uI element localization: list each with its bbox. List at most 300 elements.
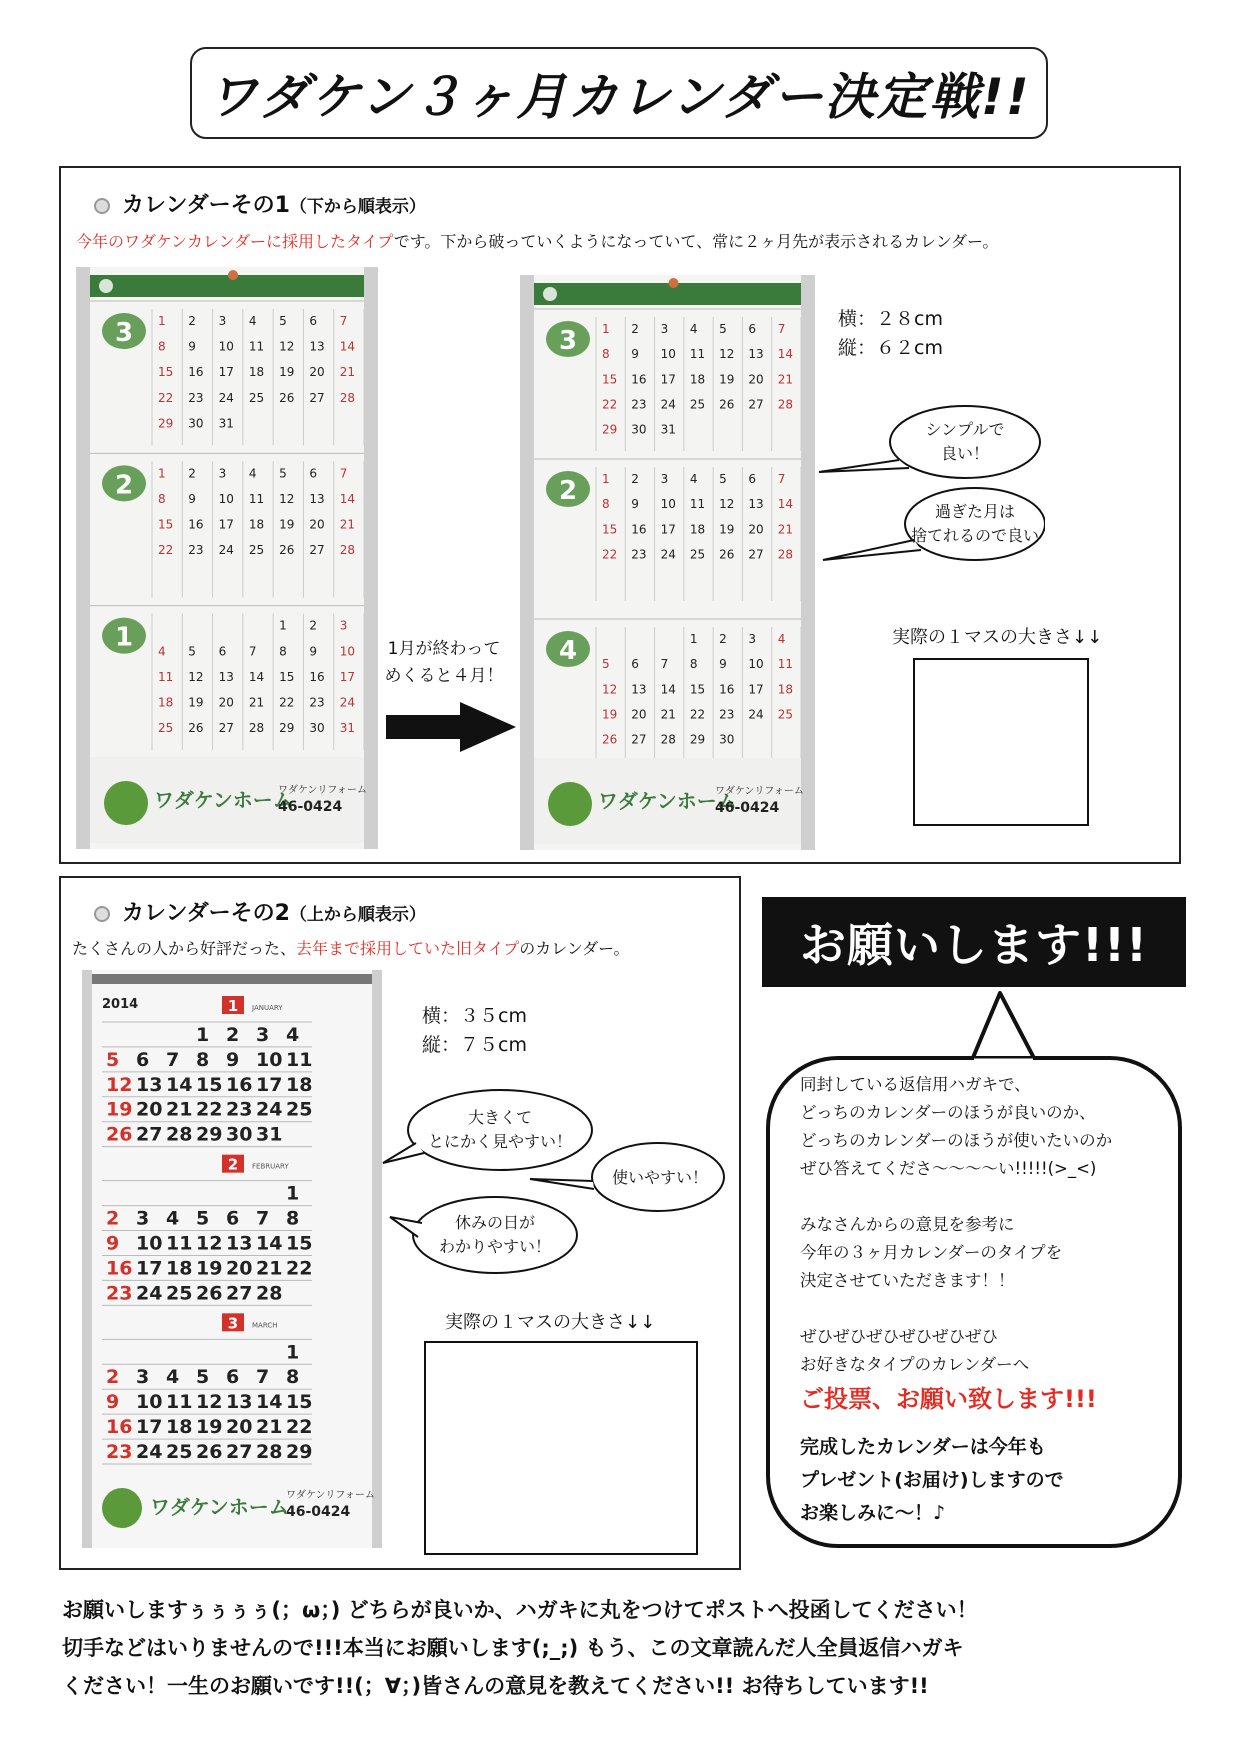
day-number: 28 <box>256 1282 283 1305</box>
flip-arrow-label-line-2: めくると４月！ <box>384 666 504 686</box>
day-number: 21 <box>256 1416 283 1439</box>
day-number: 21 <box>777 522 793 537</box>
day-number: 27 <box>748 397 764 412</box>
message-line: どっちのカレンダーのほうが使いたいのか <box>800 1131 1113 1150</box>
day-number: 15 <box>158 365 174 380</box>
section-1-desc-text: です。下から破っていくようになっていて、常に２ヶ月先が表示されるカレンダー。 <box>393 232 999 251</box>
section-2-desc-highlight: 去年まで採用していた旧タイプ <box>296 939 520 958</box>
day-number: 24 <box>136 1282 163 1305</box>
day-number: 6 <box>309 314 318 328</box>
calendar-top-bar <box>534 283 801 305</box>
bubble-easy-to-use: 使いやすい！ <box>611 1168 708 1187</box>
day-number: 19 <box>196 1416 223 1439</box>
month-number: 3 <box>227 1314 239 1333</box>
day-number: 22 <box>286 1416 313 1439</box>
day-number: 19 <box>106 1098 133 1121</box>
day-number: 7 <box>777 472 786 486</box>
day-number: 18 <box>158 695 174 710</box>
day-number: 26 <box>602 732 618 747</box>
month-number: 1 <box>114 622 134 653</box>
day-number: 20 <box>631 707 647 722</box>
day-number: 28 <box>660 732 676 747</box>
day-number: 1 <box>158 314 166 328</box>
day-number: 14 <box>248 669 265 684</box>
day-number: 27 <box>226 1282 253 1305</box>
globe-icon <box>99 279 113 293</box>
day-number: 12 <box>196 1232 223 1255</box>
day-number: 29 <box>279 721 295 736</box>
day-number: 28 <box>339 390 355 405</box>
day-number: 2 <box>631 322 639 336</box>
day-number: 10 <box>256 1048 283 1071</box>
day-number: 12 <box>719 497 735 512</box>
day-number: 20 <box>218 695 234 710</box>
day-number: 22 <box>158 543 174 558</box>
day-number: 17 <box>748 682 764 697</box>
day-number: 27 <box>309 543 325 558</box>
day-number: 19 <box>188 695 204 710</box>
day-number: 2 <box>226 1023 240 1046</box>
globe-icon <box>543 287 557 301</box>
flip-arrow-label <box>382 636 506 690</box>
day-number: 21 <box>777 372 793 387</box>
day-number: 16 <box>188 365 204 380</box>
day-number: 23 <box>188 390 204 405</box>
phone-number: 46-0424 <box>278 799 343 815</box>
day-number: 25 <box>286 1098 313 1121</box>
bubble-big-line-1: 大きくて <box>467 1108 532 1127</box>
month-name: JANUARY <box>252 1004 283 1012</box>
day-number: 3 <box>339 618 348 633</box>
section-1-height: 縦：６２cm <box>838 337 943 359</box>
bubble-big-line-2: とにかく見やすい！ <box>427 1132 572 1151</box>
bottom-line-1: お願いしますぅぅぅぅ(；ω；) どちらが良いか、ハガキに丸をつけてポストへ投函してください！ <box>62 1598 978 1622</box>
day-number: 20 <box>309 365 325 380</box>
day-number: 26 <box>719 397 735 412</box>
day-number: 27 <box>748 547 764 562</box>
day-number: 8 <box>196 1048 210 1071</box>
month-number: 3 <box>114 318 134 348</box>
day-number: 18 <box>286 1073 313 1096</box>
day-number: 15 <box>602 372 618 387</box>
day-number: 9 <box>309 644 318 659</box>
day-number: 28 <box>339 543 355 558</box>
day-number: 3 <box>660 322 669 336</box>
month-number: 4 <box>558 636 578 666</box>
day-number: 5 <box>719 472 727 486</box>
day-number: 25 <box>777 707 793 722</box>
bullet-icon <box>94 198 110 214</box>
day-number: 8 <box>158 339 166 354</box>
day-number: 6 <box>309 466 318 481</box>
day-number: 19 <box>602 707 618 722</box>
section-2-height: 縦：７５cm <box>422 1034 527 1056</box>
day-number: 14 <box>339 339 355 354</box>
day-number: 15 <box>158 517 174 532</box>
day-number: 2 <box>719 632 727 646</box>
calendar-top-bar <box>90 275 364 297</box>
day-number: 30 <box>188 416 204 431</box>
day-number: 9 <box>226 1048 240 1071</box>
day-number: 26 <box>279 543 295 558</box>
month-name: FEBRUARY <box>252 1162 289 1171</box>
section-2-desc-post: のカレンダー。 <box>519 939 630 958</box>
day-number: 20 <box>748 372 764 387</box>
day-number: 22 <box>196 1098 223 1121</box>
day-number: 29 <box>602 422 618 437</box>
day-number: 30 <box>631 422 647 437</box>
day-number: 27 <box>309 390 325 405</box>
day-number: 20 <box>226 1257 253 1280</box>
day-number: 1 <box>286 1182 300 1205</box>
day-number: 4 <box>689 472 698 486</box>
day-number: 1 <box>286 1341 300 1364</box>
day-number: 10 <box>218 339 234 354</box>
page-title: ワダケン３ヶ月カレンダー決定戦!! <box>207 68 1031 126</box>
day-number: 10 <box>660 347 676 362</box>
day-number: 6 <box>748 472 757 486</box>
day-number: 16 <box>106 1416 133 1439</box>
frog-mascot-icon <box>104 781 148 825</box>
day-number: 29 <box>196 1123 223 1146</box>
frog-mascot-icon <box>102 1488 142 1528</box>
day-number: 17 <box>218 517 234 532</box>
day-number: 24 <box>748 707 764 722</box>
day-number: 22 <box>158 390 174 405</box>
day-number: 21 <box>660 707 676 722</box>
day-number: 1 <box>602 472 610 486</box>
day-number: 17 <box>256 1073 283 1096</box>
day-number: 4 <box>777 632 786 646</box>
day-number: 20 <box>748 522 764 537</box>
day-number: 17 <box>136 1257 163 1280</box>
calendar-photo-1-after <box>520 275 815 850</box>
day-number: 1 <box>158 466 166 481</box>
day-number: 5 <box>719 322 727 336</box>
day-number: 3 <box>136 1207 150 1230</box>
section-1-actual-size-label: 実際の１マスの大きさ↓↓ <box>892 627 1103 648</box>
message-line: ぜひぜひぜひぜひぜひぜひ <box>800 1327 998 1346</box>
day-number: 15 <box>602 522 618 537</box>
day-number: 7 <box>339 314 348 328</box>
day-number: 14 <box>256 1391 283 1414</box>
day-number: 16 <box>309 669 325 684</box>
brand-name: ワダケンホーム <box>150 1495 289 1519</box>
day-number: 13 <box>218 669 234 684</box>
day-number: 6 <box>218 644 227 659</box>
month-number: 3 <box>558 326 578 356</box>
bullet-icon <box>94 906 110 922</box>
day-number: 26 <box>719 547 735 562</box>
day-number: 10 <box>660 497 676 512</box>
day-number: 9 <box>106 1391 120 1414</box>
day-number: 11 <box>689 347 706 362</box>
day-number: 8 <box>286 1366 300 1389</box>
day-number: 17 <box>660 372 676 387</box>
day-number: 15 <box>279 669 295 684</box>
day-number: 15 <box>286 1232 313 1255</box>
day-number: 6 <box>226 1366 240 1389</box>
day-number: 27 <box>631 732 647 747</box>
day-number: 8 <box>158 491 166 506</box>
pin-icon <box>228 270 238 280</box>
brand-name: ワダケンホーム <box>598 789 737 813</box>
day-number: 11 <box>689 497 706 512</box>
day-number: 28 <box>256 1441 283 1463</box>
day-number: 13 <box>226 1391 253 1414</box>
day-number: 25 <box>248 390 265 405</box>
right-arrow-icon <box>384 700 518 754</box>
section-1-description <box>76 229 998 252</box>
day-number: 3 <box>218 466 227 481</box>
section-2-dimensions <box>422 1002 527 1060</box>
day-number: 25 <box>689 397 706 412</box>
day-number: 3 <box>218 314 227 328</box>
day-number: 31 <box>339 721 355 736</box>
day-number: 23 <box>719 707 735 722</box>
day-number: 5 <box>196 1207 210 1230</box>
day-number: 6 <box>631 657 639 672</box>
day-number: 30 <box>226 1123 253 1146</box>
frog-mascot-icon <box>548 782 592 826</box>
day-number: 5 <box>279 314 287 328</box>
day-number: 1 <box>279 618 287 633</box>
day-number: 30 <box>719 732 735 747</box>
day-number: 23 <box>631 397 647 412</box>
day-number: 31 <box>218 416 234 431</box>
day-number: 22 <box>279 695 295 710</box>
day-number: 10 <box>218 491 234 506</box>
bottom-line-2: 切手などはいりませんので!!!本当にお願いします(;_;) もう、この文章読んだ人全員返信ハガキ <box>62 1636 964 1660</box>
day-number: 7 <box>166 1048 180 1071</box>
month-number: 2 <box>227 1155 239 1174</box>
day-number: 8 <box>602 497 610 512</box>
month-number: 1 <box>227 997 239 1015</box>
day-number: 2 <box>309 618 318 633</box>
bubble-past-months <box>895 500 1055 548</box>
section-2-desc-pre: たくさんの人から好評だった、 <box>72 939 297 958</box>
day-number: 4 <box>689 322 698 336</box>
day-number: 1 <box>602 322 610 336</box>
day-number: 15 <box>689 682 706 697</box>
day-number: 18 <box>166 1257 193 1280</box>
calendar-photo-1-before <box>76 267 378 849</box>
day-number: 4 <box>166 1207 180 1230</box>
section-1-subtitle: （下から順表示） <box>289 197 426 217</box>
day-number: 24 <box>339 695 355 710</box>
day-number: 6 <box>136 1048 150 1071</box>
message-line: お楽しみに～！♪ <box>800 1502 946 1524</box>
section-2-actual-size-label: 実際の１マスの大きさ↓↓ <box>445 1312 656 1333</box>
day-number: 29 <box>286 1441 313 1463</box>
day-number: 26 <box>279 390 295 405</box>
section-1-heading <box>94 188 426 219</box>
day-number: 13 <box>136 1073 163 1096</box>
month-number: 2 <box>114 470 134 501</box>
day-number: 3 <box>256 1023 270 1046</box>
day-number: 11 <box>777 657 793 672</box>
day-number: 5 <box>188 644 196 659</box>
day-number: 8 <box>602 347 610 362</box>
day-number: 26 <box>196 1441 223 1463</box>
day-number: 26 <box>196 1282 223 1305</box>
bubble-simple-line-2: 良い！ <box>940 444 989 463</box>
calendar-1-before-illustration <box>76 267 378 849</box>
day-number: 14 <box>660 682 676 697</box>
day-number: 16 <box>719 682 735 697</box>
day-number: 18 <box>689 372 706 387</box>
day-number: 15 <box>286 1391 313 1414</box>
day-number: 12 <box>602 682 618 697</box>
calendar-year: 2014 <box>102 997 139 1012</box>
day-number: 18 <box>248 517 265 532</box>
day-number: 12 <box>279 491 295 506</box>
day-number: 4 <box>158 644 166 659</box>
day-number: 25 <box>248 543 265 558</box>
day-number: 16 <box>188 517 204 532</box>
pin-icon <box>669 278 679 288</box>
day-number: 29 <box>689 732 706 747</box>
vote-request: ご投票、お願い致します!!! <box>800 1385 1097 1413</box>
day-number: 16 <box>631 372 647 387</box>
day-number: 24 <box>136 1441 163 1463</box>
day-number: 12 <box>196 1391 223 1414</box>
day-number: 14 <box>166 1073 193 1096</box>
calendar-photo-2 <box>82 970 382 1548</box>
day-number: 28 <box>777 397 793 412</box>
day-number: 22 <box>689 707 706 722</box>
day-number: 16 <box>226 1073 253 1096</box>
day-number: 8 <box>689 657 698 672</box>
section-2-title: カレンダーその2 <box>122 901 290 926</box>
message-line: みなさんからの意見を参考に <box>800 1215 1015 1234</box>
phone-number: 46-0424 <box>286 1504 351 1520</box>
day-number: 9 <box>188 339 196 354</box>
message-line: どっちのカレンダーのほうが良いのか、 <box>800 1103 1096 1122</box>
day-number: 27 <box>136 1123 163 1146</box>
day-number: 8 <box>279 644 287 659</box>
day-number: 14 <box>256 1232 283 1255</box>
title-box <box>190 47 1048 139</box>
day-number: 13 <box>309 339 325 354</box>
day-number: 21 <box>166 1098 193 1121</box>
day-number: 23 <box>188 543 204 558</box>
day-number: 17 <box>660 522 676 537</box>
day-number: 14 <box>777 497 793 512</box>
day-number: 15 <box>196 1073 223 1096</box>
day-number: 27 <box>218 721 234 736</box>
day-number: 11 <box>248 491 265 506</box>
day-number: 2 <box>106 1366 120 1389</box>
day-number: 9 <box>719 657 727 672</box>
day-number: 9 <box>106 1232 120 1255</box>
day-number: 7 <box>777 322 786 336</box>
section-1-title: カレンダーその1 <box>122 193 290 218</box>
message-line: 決定させていただきます！！ <box>800 1271 1015 1290</box>
day-number: 4 <box>248 466 257 481</box>
day-number: 30 <box>309 721 325 736</box>
day-number: 19 <box>719 522 735 537</box>
section-2-actual-size-square <box>424 1341 698 1555</box>
day-number: 3 <box>136 1366 150 1389</box>
day-number: 24 <box>218 390 234 405</box>
day-number: 19 <box>719 372 735 387</box>
message-line: お好きなタイプのカレンダーへ <box>800 1355 1030 1374</box>
bottom-line-3: ください！一生のお願いです!!(；∀；)皆さんの意見を教えてください!! お待ちしています!! <box>62 1674 929 1698</box>
bottom-request-text <box>62 1591 1182 1705</box>
calendar-hanger-bar <box>92 974 372 984</box>
bubble-past-line-2: 捨てれるので良い <box>910 526 1039 545</box>
message-line: 完成したカレンダーは今年も <box>800 1436 1046 1458</box>
day-number: 11 <box>166 1391 193 1414</box>
day-number: 24 <box>660 397 676 412</box>
day-number: 28 <box>248 721 265 736</box>
day-number: 23 <box>631 547 647 562</box>
day-number: 8 <box>286 1207 300 1230</box>
day-number: 10 <box>136 1232 163 1255</box>
day-number: 18 <box>689 522 706 537</box>
calendar-1-after-illustration <box>520 275 815 850</box>
brand-name: ワダケンホーム <box>154 788 293 812</box>
day-number: 28 <box>166 1123 193 1146</box>
message-line: 今年の３ヶ月カレンダーのタイプを <box>800 1243 1063 1262</box>
day-number: 23 <box>226 1098 253 1121</box>
day-number: 9 <box>631 497 639 512</box>
day-number: 24 <box>256 1098 283 1121</box>
day-number: 12 <box>279 339 295 354</box>
message-line: 同封している返信用ハガキで、 <box>800 1075 1031 1094</box>
day-number: 11 <box>248 339 265 354</box>
message-body <box>800 1071 1170 1530</box>
day-number: 20 <box>309 517 325 532</box>
message-line: プレゼント(お届け)しますので <box>800 1469 1064 1491</box>
day-number: 23 <box>309 695 325 710</box>
bubble-simple <box>890 418 1040 466</box>
day-number: 11 <box>158 669 174 684</box>
month-number: 2 <box>558 476 578 506</box>
section-2-description <box>72 936 630 959</box>
day-number: 12 <box>719 347 735 362</box>
day-number: 7 <box>339 466 348 481</box>
day-number: 19 <box>279 365 295 380</box>
bubble-holiday-line-2: わかりやすい！ <box>438 1237 551 1256</box>
month-name: MARCH <box>252 1321 278 1330</box>
section-1-dimensions <box>838 305 943 363</box>
day-number: 26 <box>106 1123 133 1146</box>
day-number: 17 <box>136 1416 163 1439</box>
day-number: 24 <box>218 543 234 558</box>
day-number: 10 <box>136 1391 163 1414</box>
day-number: 10 <box>339 644 355 659</box>
day-number: 12 <box>188 669 204 684</box>
day-number: 21 <box>248 695 265 710</box>
request-banner-text: お願いします!!! <box>800 918 1148 972</box>
day-number: 13 <box>309 491 325 506</box>
bubble-big-easy-to-see <box>405 1106 595 1154</box>
bubble-holidays <box>410 1211 580 1259</box>
section-2-subtitle: （上から順表示） <box>289 905 426 925</box>
day-number: 7 <box>256 1207 270 1230</box>
day-number: 18 <box>777 682 793 697</box>
bubble-simple-line-1: シンプルで <box>925 420 1005 439</box>
day-number: 23 <box>106 1441 133 1463</box>
calendar-2-illustration <box>82 970 382 1548</box>
day-number: 22 <box>602 547 618 562</box>
bubble-past-line-1: 過ぎた月は <box>934 502 1015 521</box>
section-1-width: 横：２８cm <box>838 308 943 330</box>
day-number: 11 <box>166 1232 193 1255</box>
section-2-width: 横：３５cm <box>422 1005 527 1027</box>
